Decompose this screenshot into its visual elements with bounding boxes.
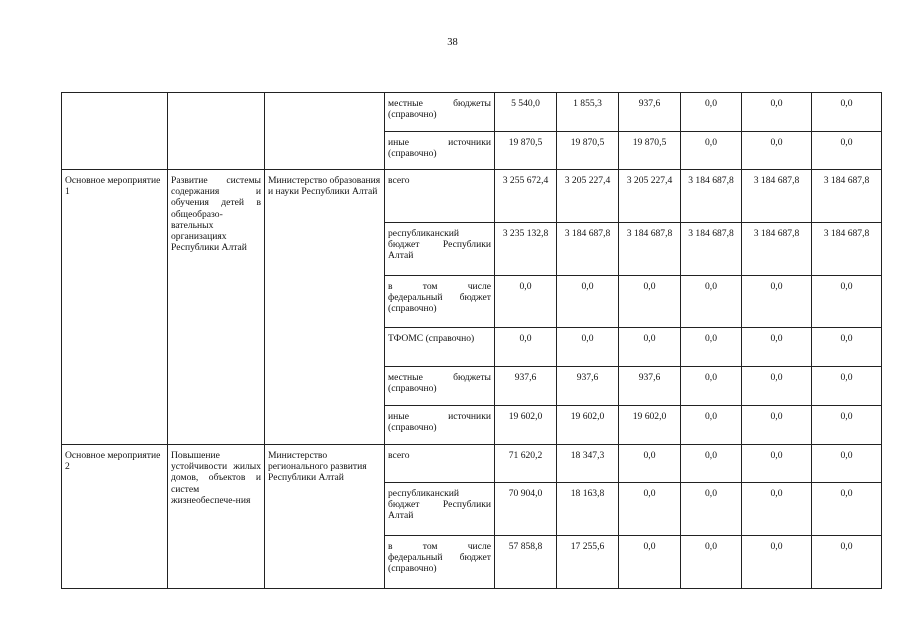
value-cell: 19 870,5 <box>619 132 681 170</box>
value-cell: 1 855,3 <box>557 93 619 132</box>
value-cell: 0,0 <box>812 406 882 445</box>
value-cell: 0,0 <box>495 276 557 328</box>
value-cell: 3 255 672,4 <box>495 170 557 223</box>
funding-source-cell: республиканский бюджет Республики Алтай <box>385 223 495 276</box>
value-cell: 0,0 <box>681 132 742 170</box>
goal-cell <box>168 93 265 170</box>
value-cell: 19 870,5 <box>495 132 557 170</box>
funding-source-cell: местные бюджеты (справочно) <box>385 367 495 406</box>
table-row <box>62 93 882 132</box>
funding-source-cell: республиканский бюджет Республики Алтай <box>385 483 495 536</box>
value-cell: 0,0 <box>812 367 882 406</box>
value-cell: 0,0 <box>812 328 882 367</box>
event-cell: Основное мероприятие 1 <box>62 170 168 445</box>
value-cell: 3 235 132,8 <box>495 223 557 276</box>
value-cell: 937,6 <box>557 367 619 406</box>
value-cell: 70 904,0 <box>495 483 557 536</box>
funding-source-cell: в том числе федеральный бюджет (справочно) <box>385 536 495 589</box>
value-cell: 0,0 <box>681 93 742 132</box>
table-row <box>62 445 882 483</box>
event-cell <box>62 93 168 170</box>
table-row <box>62 170 882 223</box>
value-cell: 0,0 <box>619 328 681 367</box>
value-cell: 0,0 <box>812 483 882 536</box>
value-cell: 18 347,3 <box>557 445 619 483</box>
value-cell: 0,0 <box>681 328 742 367</box>
budget-table <box>61 92 882 589</box>
value-cell: 937,6 <box>619 93 681 132</box>
value-cell: 0,0 <box>681 276 742 328</box>
org-cell: Министерство регионального развития Республики Алтай <box>265 445 385 589</box>
value-cell: 0,0 <box>681 406 742 445</box>
value-cell: 3 184 687,8 <box>812 170 882 223</box>
value-cell: 19 602,0 <box>495 406 557 445</box>
value-cell: 3 205 227,4 <box>619 170 681 223</box>
value-cell: 0,0 <box>619 536 681 589</box>
value-cell: 19 870,5 <box>557 132 619 170</box>
value-cell: 71 620,2 <box>495 445 557 483</box>
value-cell: 0,0 <box>742 406 812 445</box>
value-cell: 0,0 <box>742 483 812 536</box>
value-cell: 5 540,0 <box>495 93 557 132</box>
value-cell: 3 184 687,8 <box>742 223 812 276</box>
funding-source-cell: местные бюджеты (справочно) <box>385 93 495 132</box>
org-cell <box>265 93 385 170</box>
funding-source-cell: в том числе федеральный бюджет (справочно) <box>385 276 495 328</box>
value-cell: 0,0 <box>742 328 812 367</box>
funding-source-cell: всего <box>385 445 495 483</box>
value-cell: 18 163,8 <box>557 483 619 536</box>
value-cell: 0,0 <box>812 132 882 170</box>
value-cell: 0,0 <box>812 536 882 589</box>
value-cell: 3 184 687,8 <box>681 223 742 276</box>
org-cell: Министерство образования и науки Республики Алтай <box>265 170 385 445</box>
value-cell: 937,6 <box>495 367 557 406</box>
value-cell: 0,0 <box>742 132 812 170</box>
value-cell: 0,0 <box>812 445 882 483</box>
value-cell: 0,0 <box>557 276 619 328</box>
value-cell: 937,6 <box>619 367 681 406</box>
value-cell: 0,0 <box>742 276 812 328</box>
table-body <box>62 93 882 589</box>
value-cell: 3 184 687,8 <box>619 223 681 276</box>
value-cell: 0,0 <box>619 445 681 483</box>
funding-source-cell: всего <box>385 170 495 223</box>
value-cell: 3 184 687,8 <box>812 223 882 276</box>
value-cell: 0,0 <box>742 536 812 589</box>
value-cell: 0,0 <box>742 367 812 406</box>
goal-cell: Повышение устойчивости жилых домов, объектов и систем жизнеобеспече-ния <box>168 445 265 589</box>
value-cell: 3 184 687,8 <box>681 170 742 223</box>
funding-source-cell: иные источники (справочно) <box>385 406 495 445</box>
value-cell: 0,0 <box>681 367 742 406</box>
value-cell: 57 858,8 <box>495 536 557 589</box>
value-cell: 0,0 <box>681 483 742 536</box>
value-cell: 0,0 <box>495 328 557 367</box>
value-cell: 3 205 227,4 <box>557 170 619 223</box>
value-cell: 0,0 <box>812 276 882 328</box>
value-cell: 3 184 687,8 <box>742 170 812 223</box>
funding-source-cell: ТФОМС (справочно) <box>385 328 495 367</box>
value-cell: 3 184 687,8 <box>557 223 619 276</box>
value-cell: 0,0 <box>557 328 619 367</box>
value-cell: 0,0 <box>619 483 681 536</box>
value-cell: 19 602,0 <box>619 406 681 445</box>
value-cell: 0,0 <box>619 276 681 328</box>
event-cell: Основное мероприятие 2 <box>62 445 168 589</box>
value-cell: 0,0 <box>742 445 812 483</box>
value-cell: 19 602,0 <box>557 406 619 445</box>
goal-cell: Развитие системы содержания и обучения детей в общеобразо-вательных организациях Республики Алтай <box>168 170 265 445</box>
page-number: 38 <box>447 37 458 48</box>
value-cell: 0,0 <box>812 93 882 132</box>
funding-source-cell: иные источники (справочно) <box>385 132 495 170</box>
value-cell: 0,0 <box>681 445 742 483</box>
value-cell: 17 255,6 <box>557 536 619 589</box>
value-cell: 0,0 <box>681 536 742 589</box>
value-cell: 0,0 <box>742 93 812 132</box>
